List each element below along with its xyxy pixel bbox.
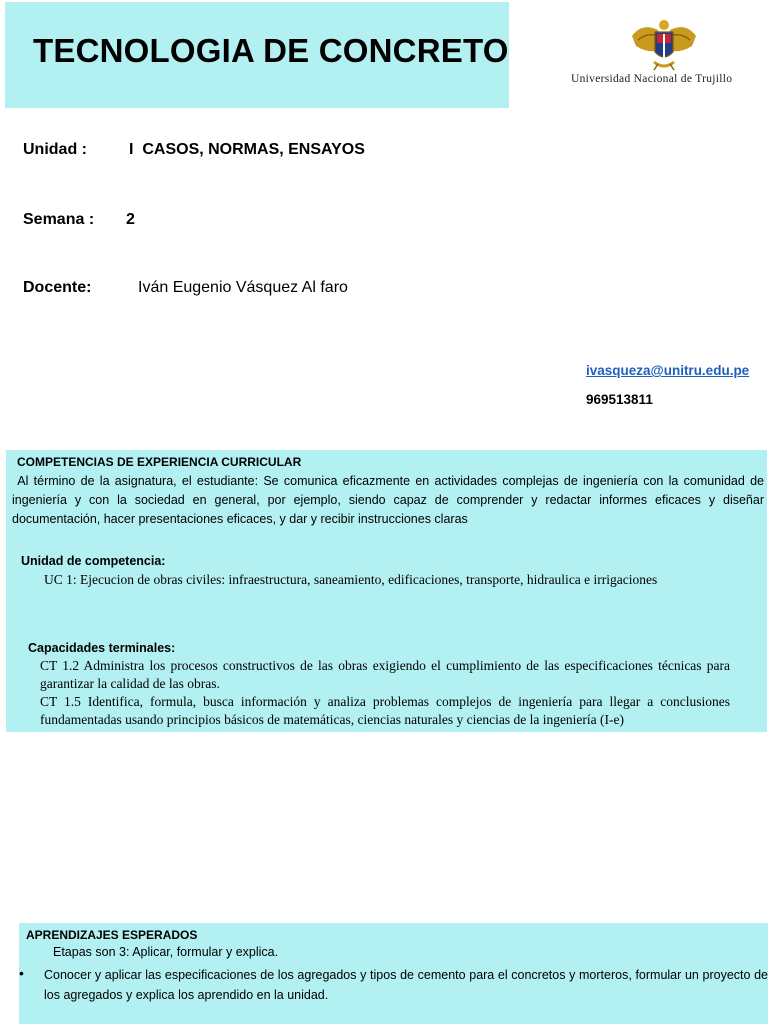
title-banner xyxy=(5,2,509,108)
unidad-competencia-text: UC 1: Ejecucion de obras civiles: infraestructura, saneamiento, edificaciones, transporte, hidraulica e irrigaciones xyxy=(44,572,658,587)
docente-label: Docente: xyxy=(23,279,92,296)
unidad-label: Unidad : xyxy=(23,141,87,158)
competencias-title: COMPETENCIAS DE EXPERIENCIA CURRICULAR xyxy=(17,455,302,469)
aprendizajes-item: Conocer y aplicar las especificaciones de los agregados y tipos de cemento para el concretos y morteros, formular un proyecto de los agregados y explica los aprendido en la unidad. xyxy=(44,968,768,1002)
unidad-value: I CASOS, NORMAS, ENSAYOS xyxy=(129,141,365,158)
aprendizajes-section xyxy=(19,923,768,1024)
semana-value: 2 xyxy=(126,211,135,228)
docente-value: Iván Eugenio Vásquez Al faro xyxy=(138,279,348,296)
competencias-section xyxy=(6,450,767,732)
university-crest-icon xyxy=(628,16,700,72)
aprendizajes-title: APRENDIZAJES ESPERADOS xyxy=(26,928,198,942)
bullet-icon: • xyxy=(19,965,24,981)
ct-1-5: CT 1.5 Identifica, formula, busca información y analiza problemas complejos de ingeniería para llegar a conclusiones fundamentadas usando principios básicos de matemáticas, ciencias naturales y ciencias de la ingeniería (I-e) xyxy=(40,694,730,727)
page-title: TECNOLOGIA DE CONCRETO xyxy=(33,32,509,69)
university-name: Universidad Nacional de Trujillo xyxy=(571,73,733,85)
capacidades-title: Capacidades terminales: xyxy=(28,641,176,655)
unidad-competencia-title: Unidad de competencia: xyxy=(21,554,166,568)
ct-1-2: CT 1.2 Administra los procesos constructivos de las obras exigiendo el cumplimiento de las especificaciones técnicas para garantizar la calidad de las obras. xyxy=(40,658,730,691)
capacidades-list xyxy=(40,657,730,729)
semana-label: Semana : xyxy=(23,211,95,228)
phone-number: 969513811 xyxy=(586,392,653,407)
aprendizajes-stages: Etapas son 3: Aplicar, formular y explica. xyxy=(53,945,279,959)
competencias-paragraph: Al término de la asignatura, el estudiante: Se comunica eficazmente en actividades complejas de ingeniería con la comunidad de ingeniería y con la sociedad en general, por ejemplo, siendo capaz de comprender y redactar informes eficaces y diseñar documentación, hacer presentaciones eficaces, y dar y recibir instrucciones claras xyxy=(12,474,764,526)
email-link[interactable]: ivasqueza@unitru.edu.pe xyxy=(586,363,750,378)
